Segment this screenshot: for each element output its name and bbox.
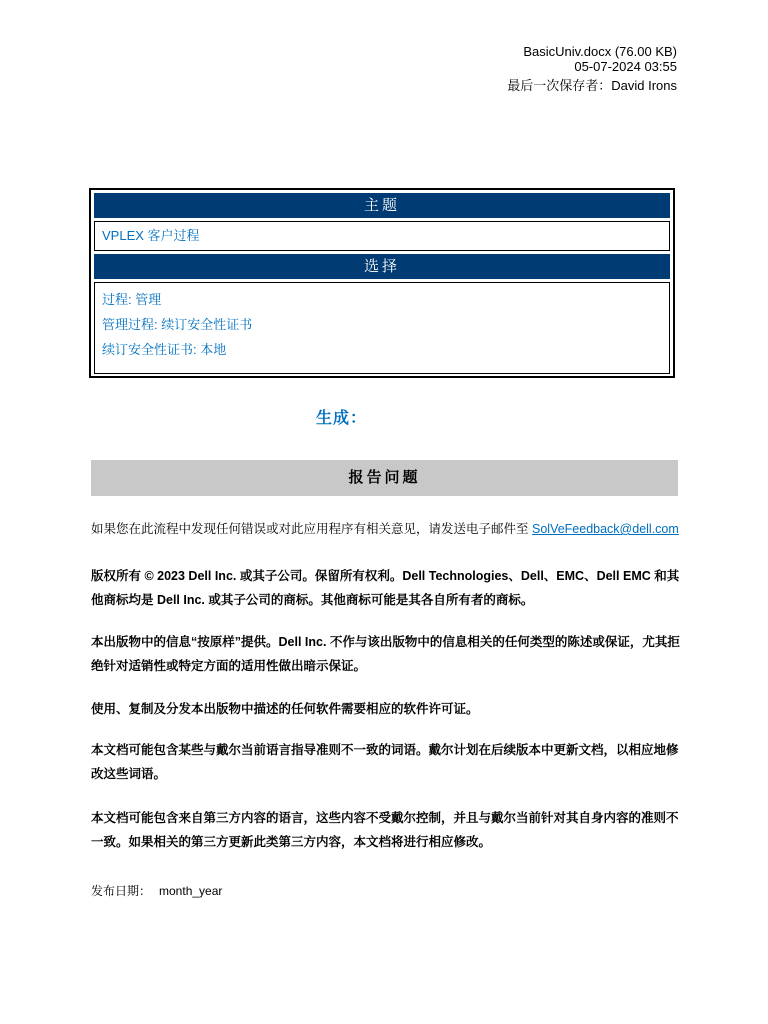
selection-link-procedure[interactable]: 过程: 管理 <box>102 292 162 307</box>
publish-date-label: 发布日期： <box>91 884 152 898</box>
language-paragraph: 本文档可能包含某些与戴尔当前语言指导准则不一致的词语。戴尔计划在后续版本中更新文档，以相应地修改这些词语。 <box>91 743 679 781</box>
third-party-paragraph: 本文档可能包含来自第三方内容的语言，这些内容不受戴尔控制，并且与戴尔当前针对其自身内容的准则不一致。如果相关的第三方更新此类第三方内容，本文档将进行相应修改。 <box>91 811 679 849</box>
publish-date-value: month_year <box>159 884 223 898</box>
file-name: BasicUniv.docx (76.00 KB) <box>523 44 677 59</box>
topic-cell <box>94 221 670 251</box>
topic-link[interactable]: VPLEX 客户过程 <box>102 228 200 243</box>
license-paragraph: 使用、复制及分发本出版物中描述的任何软件需要相应的软件许可证。 <box>91 702 479 716</box>
publish-date <box>91 881 222 901</box>
as-is-paragraph: 本出版物中的信息“按原样”提供。Dell Inc. 不作与该出版物中的信息相关的任何类型的陈述或保证，尤其拒绝针对适销性或特定方面的适用性做出暗示保证。 <box>91 635 680 673</box>
copyright-paragraph: 版权所有 © 2023 Dell Inc. 或其子公司。保留所有权利。Dell Technologies、Dell、EMC、Dell EMC 和其他商标均是 Dell Inc. 或其子公司的商标。其他商标可能是其各自所有者的商标。 <box>91 569 680 607</box>
topic-header: 主题 <box>94 193 670 218</box>
report-paragraph <box>91 517 681 541</box>
selection-link-renew[interactable]: 续订安全性证书: 本地 <box>102 342 227 357</box>
saved-by: 最后一次保存者：David Irons <box>507 78 677 93</box>
report-issue-header: 报告问题 <box>91 460 678 496</box>
topic-selection-box <box>89 188 675 378</box>
generated-label: 生成： <box>316 410 368 427</box>
save-datetime: 05-07-2024 03:55 <box>574 59 677 74</box>
selection-link-management[interactable]: 管理过程: 续订安全性证书 <box>102 317 253 332</box>
report-text: 如果您在此流程中发现任何错误或对此应用程序有相关意见，请发送电子邮件至 <box>91 522 529 536</box>
feedback-email-link[interactable]: SolVeFeedback@dell.com <box>532 522 679 536</box>
selection-header: 选择 <box>94 254 670 279</box>
selection-cell <box>94 282 670 374</box>
document-meta <box>507 44 677 93</box>
